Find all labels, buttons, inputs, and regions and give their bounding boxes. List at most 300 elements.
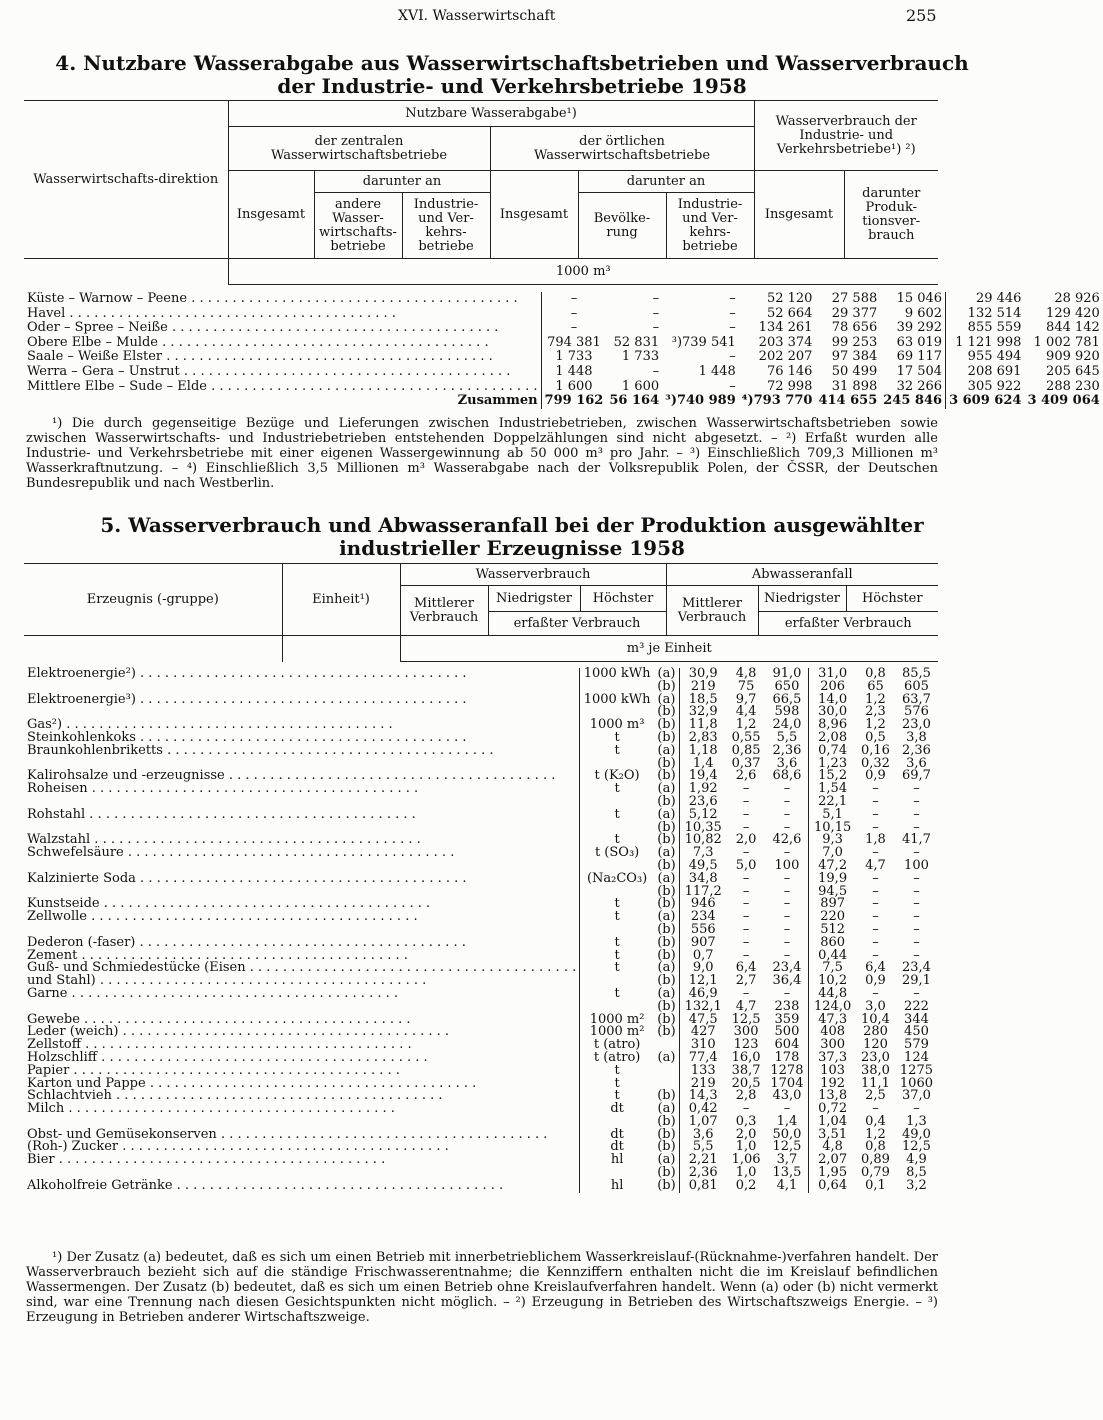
flag-cell: (a): [654, 911, 679, 924]
table-cell: 205 645: [1046, 363, 1100, 379]
row-label: Werra – Gera – Unstrut . . . . . . . . . . . . . . . . . . . . . . . . . . . . . . . . . . . . . . . .: [24, 365, 541, 380]
table-cell: 305 922: [967, 378, 1022, 394]
table-cell: 0,8: [865, 1139, 886, 1155]
table-cell: 132 514: [967, 305, 1022, 321]
flag-cell: (a): [654, 873, 679, 886]
table-cell: 598: [766, 706, 809, 719]
table-cell: 0,4: [865, 1113, 886, 1129]
table4-h-bevoelkerung: Bevölke-rung: [578, 193, 666, 259]
table-cell: –: [872, 870, 879, 886]
table-cell: 15,2: [818, 768, 848, 784]
table-cell: 512: [820, 921, 846, 937]
table-cell: 0,89: [861, 1152, 890, 1168]
table-cell: 3,51: [818, 1126, 848, 1142]
table-cell: 450: [904, 1024, 929, 1040]
table-cell: 44,8: [818, 985, 848, 1001]
table-cell: 123: [733, 1037, 759, 1053]
flag-cell: (a): [654, 962, 679, 975]
table-cell: 38,7: [731, 1062, 761, 1078]
table-cell: –: [913, 819, 920, 835]
unit-cell: dt: [610, 1139, 624, 1155]
table-cell: 3,6: [906, 755, 927, 771]
table5-h-hoechster-wasser: Höchster: [580, 586, 666, 612]
table-cell: –: [570, 305, 578, 321]
table-cell: –: [742, 985, 750, 1001]
product-name: Bier . . . . . . . . . . . . . . . . . . . . . . . . . . . . . . . . . . . . . . . .: [24, 1154, 580, 1167]
table-cell: –: [652, 363, 660, 379]
table-cell: 2,8: [735, 1088, 757, 1104]
unit-cell: t (K₂O): [594, 768, 640, 784]
product-name: Karton und Pappe . . . . . . . . . . . . . . . . . . . . . . . . . . . . . . . . . . . . . . . .: [24, 1078, 580, 1091]
flag-cell: (b): [654, 937, 679, 950]
table-cell: 5,5: [766, 732, 809, 745]
table-cell: 10,35: [684, 819, 722, 835]
table-cell: 0,79: [861, 1165, 890, 1181]
table-cell: –: [652, 320, 660, 336]
table-cell: 1 121 998: [955, 334, 1022, 350]
table-cell: 129 420: [1046, 305, 1100, 321]
table-cell: 0,42: [688, 1101, 718, 1117]
unit-cell: 1000 m²: [589, 1024, 645, 1040]
table-cell: 72 998: [766, 378, 813, 394]
table-cell: 14,0: [818, 691, 848, 707]
table-cell: 1060: [899, 1075, 933, 1091]
table4-h-zentral: der zentralen Wasserwirtschaftsbetriebe: [228, 127, 490, 171]
flag-cell: (b): [654, 822, 679, 835]
table-cell: 2,21: [688, 1152, 718, 1168]
unit-cell: 1000 kWh: [583, 691, 651, 707]
flag-cell: (a): [654, 1154, 679, 1167]
table-cell: ³)739 541: [671, 334, 736, 350]
table4-h-darunter-oertlich: darunter an: [578, 171, 754, 193]
table-cell: –: [742, 806, 750, 822]
unit-cell: t: [614, 806, 620, 822]
table-cell: 85,5: [901, 666, 931, 681]
table-cell: 29 377: [831, 305, 878, 321]
table-cell: 2,5: [865, 1088, 886, 1104]
table4-h-insgesamt-verbrauch: Insgesamt: [754, 171, 844, 259]
table-cell: 605: [904, 678, 929, 694]
flag-cell: (a): [654, 668, 679, 681]
table5-h-erfasst-wasser: erfaßter Verbrauch: [488, 612, 666, 636]
table-cell: 94,5: [818, 883, 848, 899]
table-cell: 897: [820, 896, 846, 912]
total-cell: ³)740 989: [665, 393, 736, 409]
table-cell: 2,08: [818, 729, 848, 745]
flag-cell: (a): [654, 809, 679, 822]
table-cell: –: [766, 783, 809, 796]
table-cell: 208 691: [967, 363, 1022, 379]
table-cell: 2,07: [818, 1152, 848, 1168]
table-cell: 860: [820, 934, 846, 950]
product-name: Rohstahl . . . . . . . . . . . . . . . . . . . . . . . . . . . . . . . . . . . . . . . .: [24, 809, 580, 822]
table-cell: –: [766, 924, 809, 937]
table-cell: 0,3: [735, 1113, 757, 1129]
table-cell: 49,5: [688, 857, 718, 873]
total-cell: 245 846: [880, 394, 945, 409]
flag-cell: (b): [654, 860, 679, 873]
table-cell: 7,5: [822, 960, 843, 976]
table4-h-industrie-oertlich: Industrie- und Ver-kehrs-betriebe: [666, 193, 754, 259]
table-cell: 0,32: [861, 755, 890, 771]
table-cell: –: [742, 793, 750, 809]
table-cell: 0,44: [818, 947, 848, 963]
table-cell: 238: [766, 1001, 809, 1014]
table-cell: 0,81: [688, 1177, 718, 1193]
flag-cell: (b): [654, 770, 679, 783]
table-cell: 1,92: [688, 781, 718, 797]
product-name: Gas²) . . . . . . . . . . . . . . . . . . . . . . . . . . . . . . . . . . . . . . . .: [24, 719, 580, 732]
unit-cell: t (SO₃): [594, 845, 640, 861]
flag-cell: (a): [654, 694, 679, 707]
product-name: Steinkohlenkoks . . . . . . . . . . . . . . . . . . . . . . . . . . . . . . . . . . . . . . . .: [24, 732, 580, 745]
table4-unit: 1000 m³: [228, 259, 938, 285]
table-cell: –: [742, 845, 750, 861]
table-cell: 1,0: [735, 1139, 757, 1155]
table-cell: 0,5: [865, 729, 886, 745]
table-cell: 1,06: [731, 1152, 761, 1168]
table-cell: 1704: [766, 1078, 809, 1091]
unit-cell: t: [614, 729, 620, 745]
table-cell: 47,5: [688, 1011, 718, 1027]
table-cell: 37,3: [818, 1049, 848, 1065]
table-cell: 9,3: [822, 832, 843, 848]
table5-h-erzeugnis: Erzeugnis (-gruppe): [24, 564, 282, 636]
table-cell: 9 602: [880, 307, 945, 322]
row-label: Küste – Warnow – Peene . . . . . . . . . . . . . . . . . . . . . . . . . . . . . . . . . . . . . . . .: [24, 292, 541, 307]
table-cell: 12,1: [688, 973, 718, 989]
table-cell: 2,36: [766, 745, 809, 758]
table-cell: 909 920: [1046, 349, 1100, 365]
unit-cell: t (atro): [593, 1049, 641, 1065]
table-cell: –: [570, 291, 578, 306]
total-cell: 3 409 064: [1027, 393, 1100, 409]
table4-title-line2: der Industrie- und Verkehrsbetriebe 1958: [277, 74, 747, 98]
table-cell: 77,4: [688, 1049, 718, 1065]
table-cell: 0,37: [731, 755, 761, 771]
table-cell: 4,9: [906, 1152, 927, 1168]
table-cell: 280: [863, 1024, 888, 1040]
table-row: [24, 1180, 938, 1193]
table-cell: –: [742, 1101, 750, 1117]
product-name: Alkoholfreie Getränke . . . . . . . . . . . . . . . . . . . . . . . . . . . . . . . . . . . . . . . .: [24, 1180, 580, 1193]
table5-h-mittlerer-abwasser: Mittlerer Verbrauch: [666, 586, 758, 636]
table-cell: 124,0: [814, 998, 852, 1014]
table5-h-hoechster-abwasser: Höchster: [846, 586, 938, 612]
table5-h-niedrigster-abwasser: Niedrigster: [758, 586, 846, 612]
table-cell: 38,0: [861, 1062, 890, 1078]
table-cell: 69 117: [880, 350, 945, 365]
table-cell: –: [913, 806, 920, 822]
table-cell: 66,5: [766, 694, 809, 707]
table-cell: 1 448: [698, 363, 736, 379]
product-name: Gewebe . . . . . . . . . . . . . . . . . . . . . . . . . . . . . . . . . . . . . . . .: [24, 1014, 580, 1027]
table-cell: 23,6: [688, 793, 718, 809]
flag-cell: (b): [654, 732, 679, 745]
table-cell: 103: [820, 1062, 846, 1078]
unit-cell: (Na₂CO₃): [586, 870, 648, 886]
table-cell: 4,7: [735, 998, 757, 1014]
table4-h-andere: andere Wasser-wirtschafts-betriebe: [314, 193, 402, 259]
flag-cell: (b): [654, 1014, 679, 1027]
table-cell: –: [570, 320, 578, 336]
table-cell: 1,0: [735, 1165, 757, 1181]
table-cell: 844 142: [1046, 320, 1100, 336]
table-cell: 1,54: [818, 781, 848, 797]
table-cell: 2,7: [735, 973, 757, 989]
table-cell: 234: [690, 909, 716, 925]
table-cell: –: [652, 305, 660, 321]
flag-cell: (b): [654, 1090, 679, 1103]
table-cell: 556: [690, 921, 716, 937]
product-name: Walzstahl . . . . . . . . . . . . . . . . . . . . . . . . . . . . . . . . . . . . . . . .: [24, 834, 580, 847]
product-name: Obst- und Gemüsekonserven . . . . . . . . . . . . . . . . . . . . . . . . . . . . . . . . . . . . . . . .: [24, 1129, 580, 1142]
row-label: Mittlere Elbe – Sude – Elde . . . . . . . . . . . . . . . . . . . . . . . . . . . . . . . . . . . . . . . .: [24, 380, 541, 395]
table4-h-insgesamt-zentral: Insgesamt: [228, 171, 314, 259]
table-cell: –: [913, 947, 920, 963]
table-cell: 23,4: [901, 960, 931, 976]
table-cell: 220: [820, 909, 846, 925]
unit-cell: 1000 m²: [589, 1011, 645, 1027]
table-cell: 7,0: [822, 845, 843, 861]
table-cell: 39 292: [880, 321, 945, 336]
table-cell: –: [742, 934, 750, 950]
table-cell: 30,0: [818, 704, 848, 720]
table5-h-abwasser: Abwasseranfall: [666, 564, 938, 586]
table-cell: 75: [737, 678, 755, 694]
table-cell: –: [766, 950, 809, 963]
table-cell: 2,83: [688, 729, 718, 745]
table-cell: 5,5: [692, 1139, 714, 1155]
table-cell: 0,9: [865, 973, 886, 989]
table4-h-industrie-zentral: Industrie- und Ver-kehrs-betriebe: [402, 193, 490, 259]
product-name: Guß- und Schmiedestücke (Eisen . . . . . . . . . . . . . . . . . . . . . . . . . . . . . . . . . . . . . . . .: [24, 962, 580, 975]
table-cell: –: [872, 845, 879, 861]
table-cell: 91,0: [766, 668, 809, 681]
table-cell: –: [766, 898, 809, 911]
unit-cell: t: [614, 896, 620, 912]
table-cell: 14,3: [688, 1088, 718, 1104]
product-name: Elektroenergie³) . . . . . . . . . . . . . . . . . . . . . . . . . . . . . . . . . . . . . . . .: [24, 694, 580, 707]
table-cell: 1,2: [735, 717, 757, 733]
table5-title-line2: industrieller Erzeugnisse 1958: [339, 536, 685, 560]
table-cell: 3,6: [766, 758, 809, 771]
table-cell: 219: [690, 678, 716, 694]
table-cell: 359: [766, 1014, 809, 1027]
table5-h-niedrigster-wasser: Niedrigster: [488, 586, 580, 612]
table-cell: 99 253: [831, 334, 878, 350]
table-cell: –: [913, 781, 920, 797]
table-cell: 4,4: [735, 704, 757, 720]
table-cell: 4,7: [865, 857, 886, 873]
table5-unit: m³ je Einheit: [400, 636, 938, 662]
table5-title: [0, 514, 1024, 560]
table-cell: –: [913, 909, 920, 925]
table-cell: 34,8: [688, 870, 718, 886]
table-row: [24, 350, 1103, 365]
flag-cell: (b): [654, 1167, 679, 1180]
table5-h-einheit: Einheit¹): [282, 564, 400, 636]
table-cell: –: [913, 985, 920, 1001]
table-row: [24, 911, 938, 924]
table-cell: 300: [733, 1024, 759, 1040]
table5-title-line1: 5. Wasserverbrauch und Abwasseranfall bei der Produktion ausgewählter: [100, 513, 924, 537]
table-cell: 28 926: [1054, 291, 1100, 306]
table5-h-wasser: Wasserverbrauch: [400, 564, 666, 586]
table-cell: 46,9: [688, 985, 718, 1001]
table-cell: –: [913, 793, 920, 809]
table-cell: 1 002 781: [1033, 334, 1100, 350]
flag-cell: (b): [654, 1001, 679, 1014]
unit-cell: 1000 kWh: [583, 666, 651, 681]
table-cell: 68,6: [766, 770, 809, 783]
table-cell: 1 600: [621, 378, 660, 394]
table-cell: 2,6: [735, 768, 757, 784]
table4-h-verbrauch: Wasserverbrauch der Industrie- und Verkehrsbetriebe¹) ²): [754, 101, 938, 171]
table-cell: 3,8: [906, 729, 927, 745]
flag-cell: (b): [654, 1129, 679, 1142]
table5-h-erfasst-abwasser: erfaßter Verbrauch: [758, 612, 938, 636]
table-cell: 0,1: [865, 1177, 886, 1193]
table-cell: 15 046: [880, 292, 945, 307]
table-cell: 310: [690, 1037, 716, 1053]
product-name: Kalirohsalze und -erzeugnisse . . . . . . . . . . . . . . . . . . . . . . . . . . . . . . . . . . . . . . . .: [24, 770, 580, 783]
table-cell: 78 656: [831, 320, 878, 336]
unit-cell: hl: [610, 1152, 624, 1168]
table-cell: –: [742, 781, 750, 797]
product-name: Papier . . . . . . . . . . . . . . . . . . . . . . . . . . . . . . . . . . . . . . . .: [24, 1065, 580, 1078]
table-cell: –: [872, 883, 879, 899]
product-name: und Stahl) . . . . . . . . . . . . . . . . . . . . . . . . . . . . . . . . . . . . . . . .: [24, 975, 580, 988]
unit-cell: 1000 m³: [589, 717, 645, 733]
flag-cell: (b): [654, 796, 679, 809]
table-cell: –: [766, 822, 809, 835]
table-cell: 0,7: [692, 947, 714, 963]
table-cell: 4,8: [822, 1139, 843, 1155]
product-name: (Roh-) Zucker . . . . . . . . . . . . . . . . . . . . . . . . . . . . . . . . . . . . . . . .: [24, 1141, 580, 1154]
table5-body: [24, 668, 938, 1193]
unit-cell: t: [614, 1088, 620, 1104]
product-name: Holzschliff . . . . . . . . . . . . . . . . . . . . . . . . . . . . . . . . . . . . . . . .: [24, 1052, 580, 1065]
table-cell: 6,4: [735, 960, 757, 976]
flag-cell: (b): [654, 681, 679, 694]
table-cell: –: [913, 934, 920, 950]
table-cell: 100: [904, 857, 929, 873]
table-cell: 97 384: [831, 349, 878, 365]
table-cell: 12,5: [901, 1139, 931, 1155]
unit-cell: hl: [610, 1177, 624, 1193]
table-cell: 19,9: [818, 870, 848, 886]
table-cell: 288 230: [1046, 378, 1100, 394]
table-cell: 9,7: [735, 691, 757, 707]
product-name: Braunkohlenbriketts . . . . . . . . . . . . . . . . . . . . . . . . . . . . . . . . . . . . . . . .: [24, 745, 580, 758]
unit-cell: t: [614, 909, 620, 925]
flag-cell: (a): [654, 988, 679, 1001]
table-cell: 3,0: [865, 998, 886, 1014]
table-row: [24, 307, 1103, 322]
table-cell: 43,0: [766, 1090, 809, 1103]
row-label: Oder – Spree – Neiße . . . . . . . . . . . . . . . . . . . . . . . . . . . . . . . . . . . . . . . .: [24, 321, 541, 336]
table-cell: 408: [820, 1024, 846, 1040]
table-cell: –: [742, 819, 750, 835]
table-cell: –: [766, 937, 809, 950]
table-cell: 907: [690, 934, 716, 950]
table-cell: 36,4: [766, 975, 809, 988]
table-cell: –: [913, 896, 920, 912]
table-cell: 1,2: [865, 691, 886, 707]
table-row: [24, 694, 938, 707]
table-cell: 117,2: [684, 883, 722, 899]
table-cell: 63,7: [901, 691, 931, 707]
table-cell: 1,2: [865, 1126, 886, 1142]
table-cell: 9,0: [692, 960, 714, 976]
table-cell: 0,2: [735, 1177, 757, 1193]
table-cell: 202 207: [758, 349, 813, 365]
unit-cell: t (atro): [593, 1037, 641, 1053]
table-cell: 8,5: [906, 1165, 927, 1181]
table-cell: –: [766, 1103, 809, 1116]
table-row: [24, 321, 1103, 336]
table-cell: 4,8: [735, 666, 757, 681]
table-cell: –: [913, 870, 920, 886]
table-cell: 5,0: [735, 857, 757, 873]
product-name: Schlachtvieh . . . . . . . . . . . . . . . . . . . . . . . . . . . . . . . . . . . . . . . .: [24, 1090, 580, 1103]
table-cell: 2,0: [735, 1126, 757, 1142]
table-cell: 1,95: [818, 1165, 848, 1181]
total-cell: ⁴)793 770: [741, 393, 813, 409]
table-cell: –: [872, 793, 879, 809]
table-cell: 37,0: [901, 1088, 931, 1104]
product-name: Roheisen . . . . . . . . . . . . . . . . . . . . . . . . . . . . . . . . . . . . . . . .: [24, 783, 580, 796]
unit-cell: t: [614, 1062, 620, 1078]
table-cell: 576: [904, 704, 929, 720]
table-cell: –: [872, 806, 879, 822]
table-cell: 0,85: [731, 742, 761, 758]
table-cell: –: [729, 349, 736, 365]
unit-cell: t: [614, 934, 620, 950]
flag-cell: (b): [654, 886, 679, 899]
flag-cell: (b): [654, 758, 679, 771]
table-cell: 12,5: [766, 1141, 809, 1154]
table-cell: 63 019: [880, 336, 945, 351]
table-row: [24, 783, 938, 796]
table-cell: 13,8: [818, 1088, 848, 1104]
table4-body: [24, 292, 1103, 409]
table4-h-direktion: Wasserwirtschafts-direktion: [24, 101, 228, 259]
table4-h-darunter-zentral: darunter an: [314, 171, 490, 193]
table-row: [24, 809, 938, 822]
table-cell: 1,4: [692, 755, 714, 771]
table-total-row: [24, 394, 1103, 409]
table-cell: 1,2: [865, 717, 886, 733]
product-name: Kunstseide . . . . . . . . . . . . . . . . . . . . . . . . . . . . . . . . . . . . . . . .: [24, 898, 580, 911]
table-cell: 42,6: [766, 834, 809, 847]
table-cell: 192: [820, 1075, 846, 1091]
table-cell: 12,5: [731, 1011, 761, 1027]
flag-cell: (b): [654, 1026, 679, 1039]
flag-cell: (b): [654, 1141, 679, 1154]
table-cell: 76 146: [766, 363, 813, 379]
table-cell: –: [742, 921, 750, 937]
table-cell: 1,3: [906, 1113, 927, 1129]
flag-cell: (b): [654, 719, 679, 732]
product-name: Leder (weich) . . . . . . . . . . . . . . . . . . . . . . . . . . . . . . . . . . . . . . . .: [24, 1026, 580, 1039]
table-cell: 41,7: [901, 832, 931, 848]
row-label: Havel . . . . . . . . . . . . . . . . . . . . . . . . . . . . . . . . . . . . . . . .: [24, 307, 541, 322]
table-cell: 0,72: [818, 1101, 848, 1117]
table-cell: –: [913, 845, 920, 861]
flag-cell: (a): [654, 1103, 679, 1116]
